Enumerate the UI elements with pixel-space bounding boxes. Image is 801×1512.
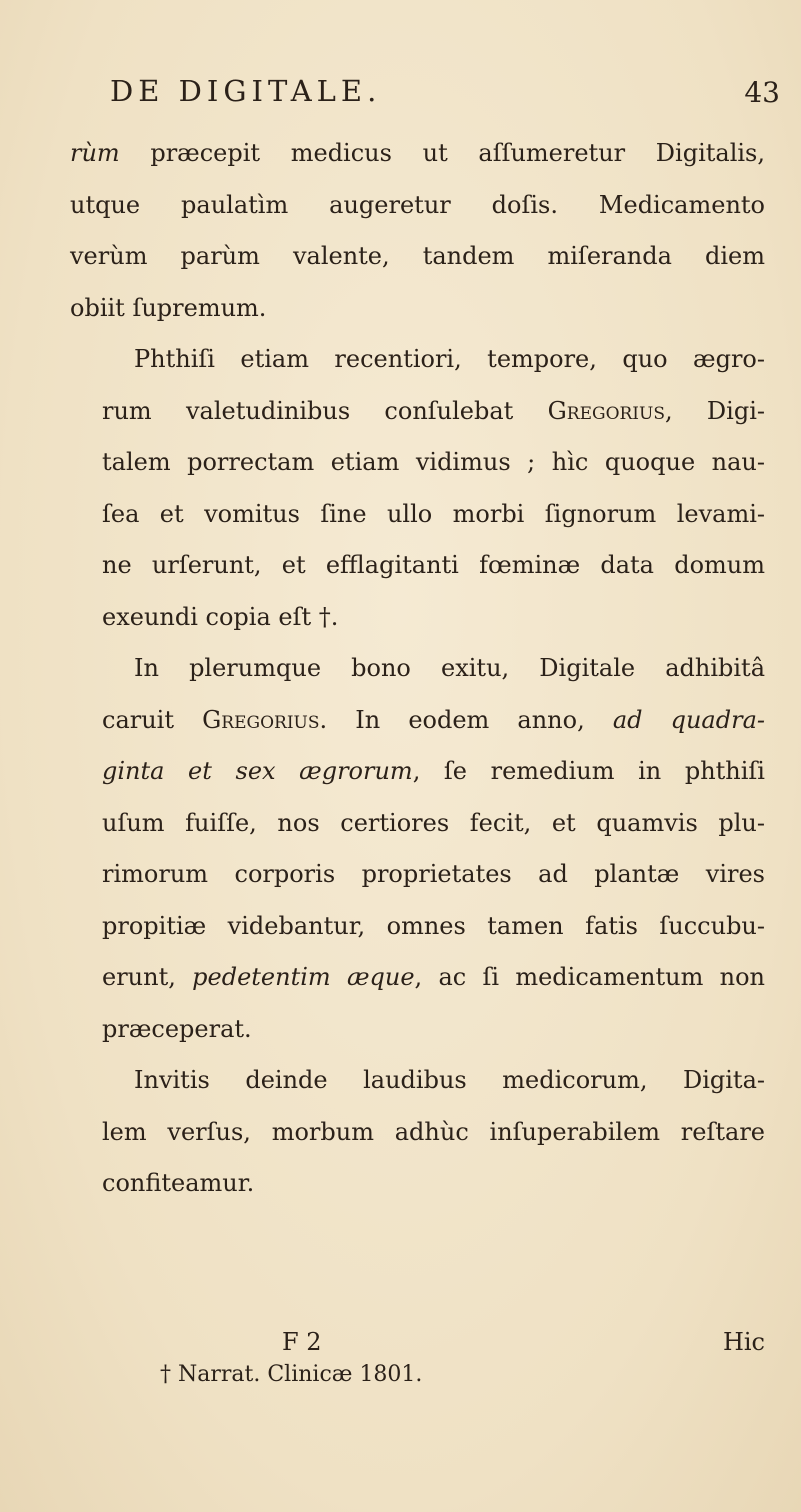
text-line <box>70 437 765 489</box>
text-run: ſea et vomitus ſine ullo morbi ſignorum levami- <box>102 499 765 528</box>
catchword: Hic <box>722 1328 765 1356</box>
italic-text: rùm <box>70 139 120 167</box>
text-run: , ac ſi medicamentum non <box>414 963 766 991</box>
text-run: , Digi- <box>665 396 765 425</box>
text-line <box>70 746 765 798</box>
italic-text: pedetentim æque <box>192 963 415 991</box>
italic-text: ad quadra- <box>612 705 765 734</box>
text-line <box>70 643 765 695</box>
italic-text: ginta et sex ægrorum <box>102 757 413 785</box>
text-line <box>70 128 765 180</box>
text-run: obiit ſupremum. <box>70 293 267 322</box>
text-run: uſum fuiſſe, nos certiores fecit, et quamvis plu- <box>102 808 765 837</box>
running-head: DE DIGITALE. <box>110 74 382 108</box>
text-run: rimorum corporis proprietates ad plantæ vires <box>102 860 765 888</box>
page-number: 43 <box>744 76 780 109</box>
text-line <box>70 1158 765 1210</box>
text-line <box>70 798 765 850</box>
text-run: lem verſus, morbum adhùc inſuperabilem reſtare <box>102 1117 765 1146</box>
paragraph <box>70 1055 765 1210</box>
small-caps-name: Gregorius <box>547 396 665 425</box>
text-run: In plerumque bono exitu, Digitale adhibitâ <box>134 654 765 682</box>
body-text <box>70 128 765 1210</box>
text-line <box>70 489 765 541</box>
text-run: talem porrectam etiam vidimus ; hìc quoque nau- <box>102 448 765 476</box>
text-line <box>70 540 765 592</box>
text-run: confiteamur. <box>102 1169 255 1197</box>
text-run: præceperat. <box>102 1014 252 1043</box>
paragraph <box>70 334 765 643</box>
small-caps-name: Gregorius <box>202 705 320 734</box>
text-line <box>70 334 765 386</box>
text-line <box>70 1055 765 1107</box>
text-run: rum valetudinibus conſulebat <box>102 396 548 425</box>
text-run: exeundi copia eſt †. <box>102 602 339 631</box>
text-run: Phthiſi etiam recentiori, tempore, quo ægro- <box>134 345 765 373</box>
text-run: propitiæ videbantur, omnes tamen fatis ſuccubu- <box>102 911 765 940</box>
text-line <box>70 180 765 232</box>
footnote: † Narrat. Clinicæ 1801. <box>160 1362 423 1387</box>
text-run: ne urſerunt, et efflagitanti fœminæ data domum <box>102 551 765 579</box>
text-run: verùm parùm valente, tandem miſeranda diem <box>70 242 765 270</box>
text-line <box>70 901 765 953</box>
text-run: , ſe remedium in phthiſi <box>412 757 765 785</box>
text-line <box>70 231 765 283</box>
text-line <box>70 849 765 901</box>
text-run: Invitis deinde laudibus medicorum, Digita- <box>134 1066 765 1094</box>
text-run: caruit <box>102 705 203 734</box>
signature-mark: F 2 <box>282 1328 322 1356</box>
text-run: erunt, <box>102 963 193 991</box>
text-run: . In eodem anno, <box>319 705 613 734</box>
signature-row <box>70 1328 765 1362</box>
text-run: utque paulatìm augeretur doſis. Medicamento <box>70 190 765 219</box>
text-line <box>70 1107 765 1159</box>
text-line <box>70 695 765 747</box>
text-line <box>70 386 765 438</box>
paragraph <box>70 643 765 1055</box>
text-line <box>70 592 765 644</box>
text-line <box>70 952 765 1004</box>
page-header <box>70 74 780 114</box>
text-run: præcepit medicus ut aſſumeretur Digitalis, <box>119 139 765 167</box>
text-line <box>70 283 765 335</box>
paragraph <box>70 128 765 334</box>
text-line <box>70 1004 765 1056</box>
